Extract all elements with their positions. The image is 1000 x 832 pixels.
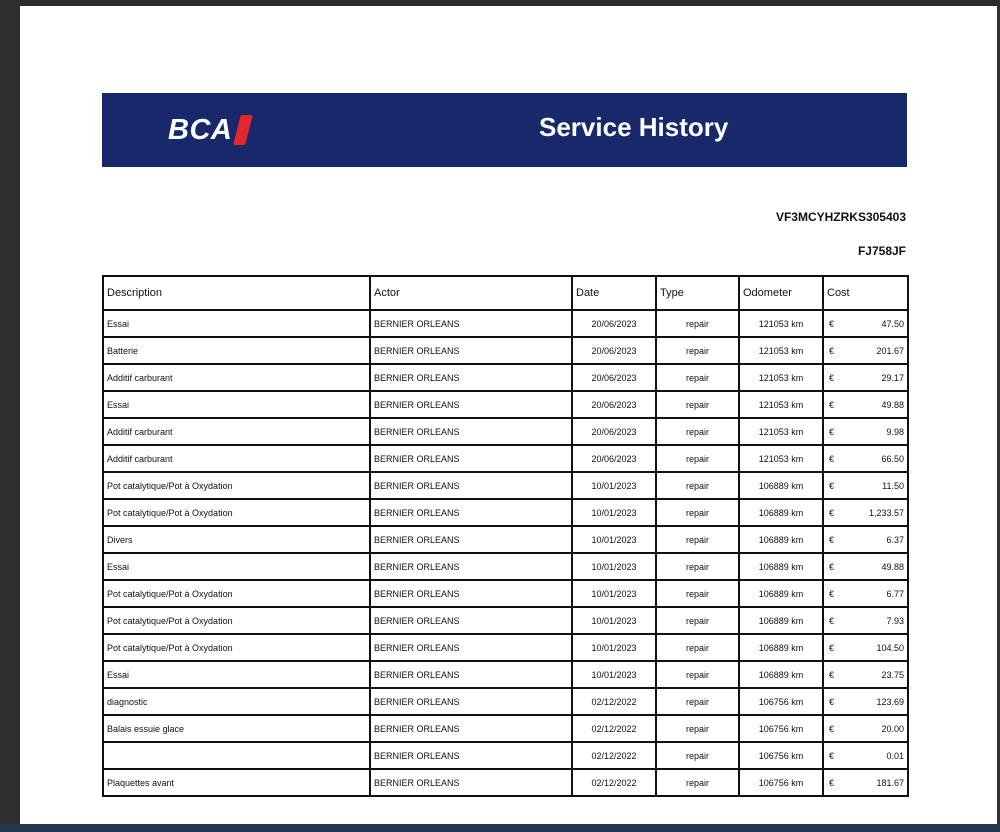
cell-actor: BERNIER ORLEANS	[370, 472, 572, 499]
cell-date: 10/01/2023	[572, 634, 656, 661]
cell-odometer: 106756 km	[739, 769, 823, 796]
cell-cost	[823, 661, 908, 688]
currency-symbol: €	[829, 750, 835, 761]
table-row	[103, 688, 908, 715]
column-header-actor: Actor	[370, 276, 572, 310]
cell-description: Additif carburant	[103, 445, 370, 472]
cell-description: Additif carburant	[103, 364, 370, 391]
cell-date: 10/01/2023	[572, 580, 656, 607]
table-row	[103, 661, 908, 688]
cell-odometer: 121053 km	[739, 391, 823, 418]
cell-date: 02/12/2022	[572, 742, 656, 769]
cell-odometer: 106889 km	[739, 607, 823, 634]
currency-symbol: €	[829, 372, 835, 383]
cost-amount: 29.17	[881, 372, 904, 383]
header-banner	[102, 93, 907, 167]
cell-odometer: 106889 km	[739, 553, 823, 580]
cell-odometer: 121053 km	[739, 364, 823, 391]
cell-description: Essai	[103, 391, 370, 418]
cell-type: repair	[656, 391, 739, 418]
cell-odometer: 106889 km	[739, 634, 823, 661]
cell-type: repair	[656, 607, 739, 634]
cell-type: repair	[656, 310, 739, 337]
cell-cost	[823, 580, 908, 607]
cell-date: 10/01/2023	[572, 553, 656, 580]
table-row	[103, 715, 908, 742]
table-row	[103, 472, 908, 499]
cell-odometer: 106889 km	[739, 526, 823, 553]
cell-date: 20/06/2023	[572, 310, 656, 337]
vin-number: VF3MCYHZRKS305403	[775, 210, 906, 224]
service-history-table	[102, 275, 909, 797]
cell-date: 20/06/2023	[572, 445, 656, 472]
currency-symbol: €	[829, 696, 835, 707]
bca-logo	[168, 113, 249, 147]
cell-type: repair	[656, 526, 739, 553]
cost-amount: 49.88	[881, 561, 904, 572]
cell-type: repair	[656, 688, 739, 715]
cell-type: repair	[656, 553, 739, 580]
cell-actor: BERNIER ORLEANS	[370, 715, 572, 742]
cell-cost	[823, 310, 908, 337]
cell-actor: BERNIER ORLEANS	[370, 391, 572, 418]
table-row	[103, 580, 908, 607]
currency-symbol: €	[829, 480, 835, 491]
table-row	[103, 364, 908, 391]
cost-amount: 66.50	[881, 453, 904, 464]
currency-symbol: €	[829, 588, 835, 599]
cell-type: repair	[656, 634, 739, 661]
cell-odometer: 121053 km	[739, 337, 823, 364]
cell-type: repair	[656, 445, 739, 472]
currency-symbol: €	[829, 507, 835, 518]
cell-date: 20/06/2023	[572, 391, 656, 418]
table-row	[103, 553, 908, 580]
cell-cost	[823, 607, 908, 634]
currency-symbol: €	[829, 318, 835, 329]
cell-date: 02/12/2022	[572, 769, 656, 796]
cost-amount: 0.01	[886, 750, 904, 761]
page-title: Service History	[539, 112, 729, 142]
cell-cost	[823, 526, 908, 553]
currency-symbol: €	[829, 561, 835, 572]
cell-description: Pot catalytique/Pot à Oxydation	[103, 607, 370, 634]
cell-odometer: 121053 km	[739, 310, 823, 337]
cell-actor: BERNIER ORLEANS	[370, 337, 572, 364]
cell-description: Pot catalytique/Pot à Oxydation	[103, 499, 370, 526]
cell-actor: BERNIER ORLEANS	[370, 499, 572, 526]
cost-amount: 7.93	[886, 615, 904, 626]
cost-amount: 23.75	[881, 669, 904, 680]
currency-symbol: €	[829, 642, 835, 653]
cell-actor: BERNIER ORLEANS	[370, 742, 572, 769]
cell-odometer: 106756 km	[739, 742, 823, 769]
cell-odometer: 106889 km	[739, 580, 823, 607]
currency-symbol: €	[829, 426, 835, 437]
cell-type: repair	[656, 580, 739, 607]
currency-symbol: €	[829, 345, 835, 356]
currency-symbol: €	[829, 453, 835, 464]
cost-amount: 47.50	[881, 318, 904, 329]
cost-amount: 11.50	[882, 480, 904, 491]
cell-odometer: 106889 km	[739, 499, 823, 526]
logo-text: BCA	[168, 113, 233, 146]
cell-cost	[823, 715, 908, 742]
cell-date: 20/06/2023	[572, 418, 656, 445]
cell-description: Batterie	[103, 337, 370, 364]
cost-amount: 20.00	[881, 723, 904, 734]
cell-odometer: 106756 km	[739, 688, 823, 715]
cell-type: repair	[656, 472, 739, 499]
cell-actor: BERNIER ORLEANS	[370, 661, 572, 688]
currency-symbol: €	[829, 723, 835, 734]
cell-actor: BERNIER ORLEANS	[370, 364, 572, 391]
cell-date: 10/01/2023	[572, 661, 656, 688]
cell-type: repair	[656, 742, 739, 769]
cell-description: Pot catalytique/Pot à Oxydation	[103, 580, 370, 607]
cell-actor: BERNIER ORLEANS	[370, 607, 572, 634]
cell-date: 20/06/2023	[572, 337, 656, 364]
cell-date: 20/06/2023	[572, 364, 656, 391]
cell-date: 10/01/2023	[572, 499, 656, 526]
cell-description: Essai	[103, 553, 370, 580]
currency-symbol: €	[829, 399, 835, 410]
cell-type: repair	[656, 418, 739, 445]
cell-cost	[823, 769, 908, 796]
cell-actor: BERNIER ORLEANS	[370, 418, 572, 445]
cell-type: repair	[656, 337, 739, 364]
table-row	[103, 310, 908, 337]
currency-symbol: €	[829, 534, 835, 545]
cost-amount: 49.88	[881, 399, 904, 410]
cell-description: Pot catalytique/Pot à Oxydation	[103, 472, 370, 499]
table-row	[103, 337, 908, 364]
cell-cost	[823, 418, 908, 445]
logo-stripe-icon	[234, 115, 253, 145]
cell-actor: BERNIER ORLEANS	[370, 310, 572, 337]
cell-type: repair	[656, 661, 739, 688]
viewer-left-margin	[0, 0, 20, 832]
cell-odometer: 106756 km	[739, 715, 823, 742]
cell-cost	[823, 445, 908, 472]
table-row	[103, 391, 908, 418]
registration-plate: FJ758JF	[857, 244, 906, 258]
cell-actor: BERNIER ORLEANS	[370, 526, 572, 553]
cell-description: Plaquettes avant	[103, 769, 370, 796]
cell-cost	[823, 364, 908, 391]
cell-actor: BERNIER ORLEANS	[370, 769, 572, 796]
cost-amount: 6.37	[886, 534, 904, 545]
column-header-date: Date	[572, 276, 656, 310]
cell-cost	[823, 742, 908, 769]
cell-odometer: 121053 km	[739, 445, 823, 472]
cell-description	[103, 742, 370, 769]
table-row	[103, 526, 908, 553]
currency-symbol: €	[829, 615, 835, 626]
column-header-type: Type	[656, 276, 739, 310]
cost-amount: 123.69	[876, 696, 904, 707]
cell-description: Pot catalytique/Pot à Oxydation	[103, 634, 370, 661]
cell-date: 02/12/2022	[572, 688, 656, 715]
cost-amount: 1,233.57	[868, 507, 904, 518]
cell-description: Additif carburant	[103, 418, 370, 445]
cost-amount: 201.67	[876, 345, 904, 356]
table-row	[103, 742, 908, 769]
cell-date: 02/12/2022	[572, 715, 656, 742]
document-page	[20, 6, 997, 824]
cell-cost	[823, 688, 908, 715]
cell-description: Essai	[103, 661, 370, 688]
cell-actor: BERNIER ORLEANS	[370, 580, 572, 607]
table-header-row	[103, 276, 908, 310]
table-row	[103, 445, 908, 472]
cell-date: 10/01/2023	[572, 526, 656, 553]
cell-type: repair	[656, 364, 739, 391]
cell-cost	[823, 472, 908, 499]
cost-amount: 9.98	[886, 426, 904, 437]
cell-date: 10/01/2023	[572, 472, 656, 499]
table-row	[103, 499, 908, 526]
cell-date: 10/01/2023	[572, 607, 656, 634]
table-row	[103, 634, 908, 661]
cell-cost	[823, 634, 908, 661]
currency-symbol: €	[829, 669, 835, 680]
cell-type: repair	[656, 499, 739, 526]
cell-cost	[823, 337, 908, 364]
cell-type: repair	[656, 715, 739, 742]
cell-type: repair	[656, 769, 739, 796]
cell-actor: BERNIER ORLEANS	[370, 553, 572, 580]
cell-odometer: 121053 km	[739, 418, 823, 445]
cell-actor: BERNIER ORLEANS	[370, 688, 572, 715]
cell-cost	[823, 499, 908, 526]
cell-description: diagnostic	[103, 688, 370, 715]
column-header-odometer: Odometer	[739, 276, 823, 310]
table-row	[103, 418, 908, 445]
currency-symbol: €	[829, 777, 835, 788]
cell-actor: BERNIER ORLEANS	[370, 634, 572, 661]
cell-actor: BERNIER ORLEANS	[370, 445, 572, 472]
cell-description: Balais essuie glace	[103, 715, 370, 742]
cell-description: Essai	[103, 310, 370, 337]
cell-cost	[823, 553, 908, 580]
cell-odometer: 106889 km	[739, 472, 823, 499]
cell-cost	[823, 391, 908, 418]
cell-odometer: 106889 km	[739, 661, 823, 688]
cost-amount: 181.67	[876, 777, 904, 788]
table-body	[103, 310, 908, 796]
column-header-cost: Cost	[823, 276, 908, 310]
column-header-description: Description	[103, 276, 370, 310]
cell-description: Divers	[103, 526, 370, 553]
cost-amount: 104.50	[876, 642, 904, 653]
viewer-bottom-bar	[0, 824, 1000, 832]
table-row	[103, 607, 908, 634]
cost-amount: 6.77	[886, 588, 904, 599]
table-row	[103, 769, 908, 796]
